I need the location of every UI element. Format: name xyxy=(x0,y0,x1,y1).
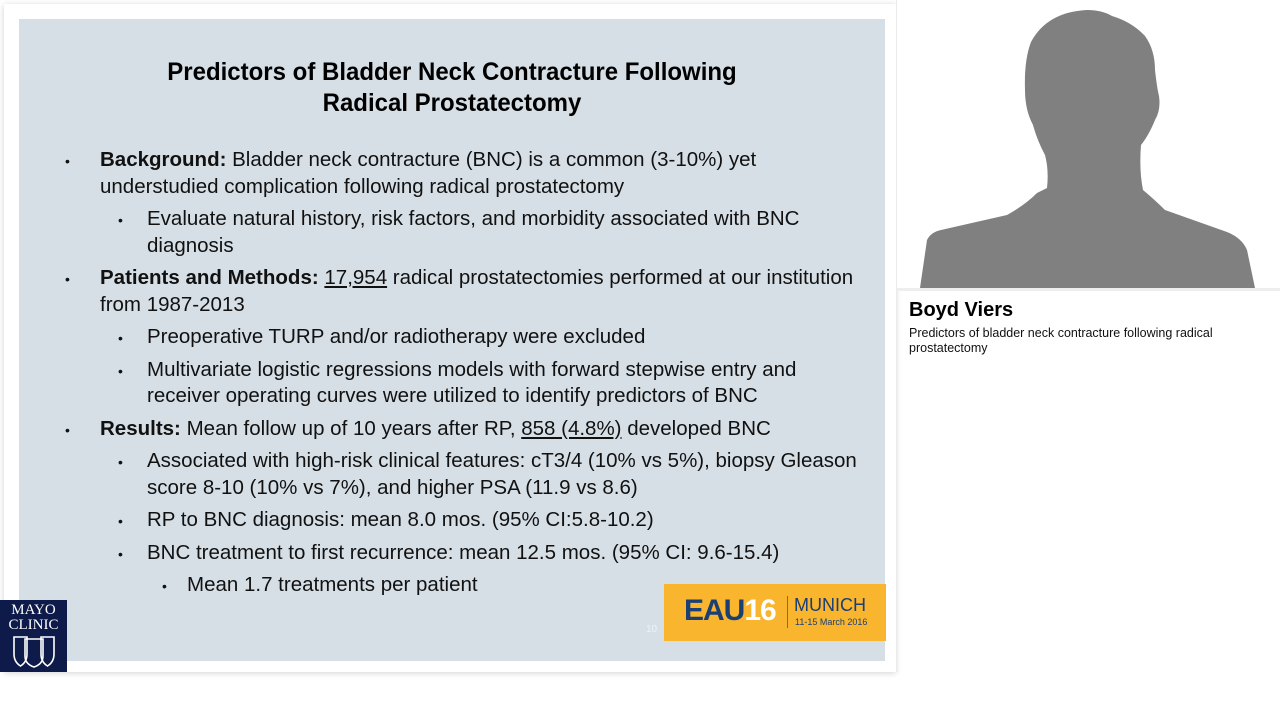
mayo-shields-icon xyxy=(11,634,57,668)
bullet-icon: • xyxy=(118,212,123,228)
bullet-icon: • xyxy=(118,545,123,562)
bullet-icon: • xyxy=(65,271,70,287)
bullet-icon: • xyxy=(118,513,123,529)
sub-bullet-text: Associated with high-risk clinical features: cT3/4 (10% vs 5%), biopsy Gleason score 8-10 (10% vs 7%), and higher PSA (11.9 vs 8.6) xyxy=(147,449,857,499)
bnc-count: 858 (4.8%) xyxy=(521,416,622,440)
slide-frame xyxy=(4,4,896,672)
speaker-photo xyxy=(897,0,1280,288)
bullet-icon: • xyxy=(162,578,167,594)
eau-text: EAU xyxy=(684,594,745,627)
sub-bullet xyxy=(59,448,859,501)
slide-title xyxy=(36,57,867,119)
sub-bullet xyxy=(59,206,859,259)
slide-title-line2: Radical Prostatectomy xyxy=(322,89,582,117)
bullet-text: developed BNC xyxy=(621,416,771,440)
sub-bullet xyxy=(59,324,859,351)
sub-bullet xyxy=(59,357,859,410)
eau-city: MUNICH xyxy=(794,595,866,615)
bullet-text: Bladder neck contracture (BNC) is a common (3-10%) yet understudied complication following radical prostatectomy xyxy=(100,148,757,198)
sub-bullet xyxy=(59,540,859,567)
bullet-methods xyxy=(59,265,859,318)
speaker-talk-title: Predictors of bladder neck contracture following radical prostatectomy xyxy=(909,326,1213,355)
eau-wordmark xyxy=(684,594,776,628)
eau-dates: 11-15 March 2016 xyxy=(795,617,868,627)
slide-title-line1: Predictors of Bladder Neck Contracture Following xyxy=(167,58,737,86)
presentation-slide xyxy=(19,19,885,661)
bullet-text: radical prostatectomies performed at our institution from 1987-2013 xyxy=(100,266,854,316)
photo-divider xyxy=(897,288,1280,291)
bullet-results xyxy=(59,416,859,443)
bullet-icon: • xyxy=(118,362,123,379)
bullet-icon: • xyxy=(65,153,70,169)
bullet-icon: • xyxy=(118,330,123,346)
sub-bullet-text: Evaluate natural history, risk factors, and morbidity associated with BNC diagnosis xyxy=(147,207,800,257)
sub-bullet-text: RP to BNC diagnosis: mean 8.0 mos. (95% CI:5.8-10.2) xyxy=(147,508,654,531)
slide-number: 10 xyxy=(646,624,658,635)
bullet-label: Results: xyxy=(100,416,181,440)
patient-count: 17,954 xyxy=(324,266,388,289)
sub-bullet-text: BNC treatment to first recurrence: mean 12.5 mos. (95% CI: 9.6-15.4) xyxy=(147,540,780,564)
eau-year: 16 xyxy=(744,594,776,627)
eau-divider xyxy=(787,596,788,628)
sub-bullet-text: Preoperative TURP and/or radiotherapy were excluded xyxy=(147,325,646,348)
bullet-icon: • xyxy=(118,454,123,470)
bullet-label: Background: xyxy=(100,148,227,171)
eau16-logo xyxy=(664,584,886,641)
sub-bullet-text: Multivariate logistic regressions models with forward stepwise entry and receiver operating curves were utilized to identify predictors of BNC xyxy=(147,357,797,407)
bullet-background xyxy=(59,147,859,200)
bullet-icon: • xyxy=(65,421,70,438)
mayo-line2: CLINIC xyxy=(8,617,59,633)
sub-sub-bullet-text: Mean 1.7 treatments per patient xyxy=(187,573,478,596)
mayo-line1: MAYO xyxy=(11,602,56,618)
person-silhouette-icon xyxy=(897,0,1280,288)
slide-bullets xyxy=(59,147,859,605)
bullet-text: Mean follow up of 10 years after RP, xyxy=(180,416,522,440)
mayo-clinic-logo xyxy=(0,600,67,672)
bullet-label: Patients and Methods: xyxy=(100,266,319,289)
sub-bullet xyxy=(59,507,859,534)
speaker-name: Boyd Viers xyxy=(909,299,1014,321)
